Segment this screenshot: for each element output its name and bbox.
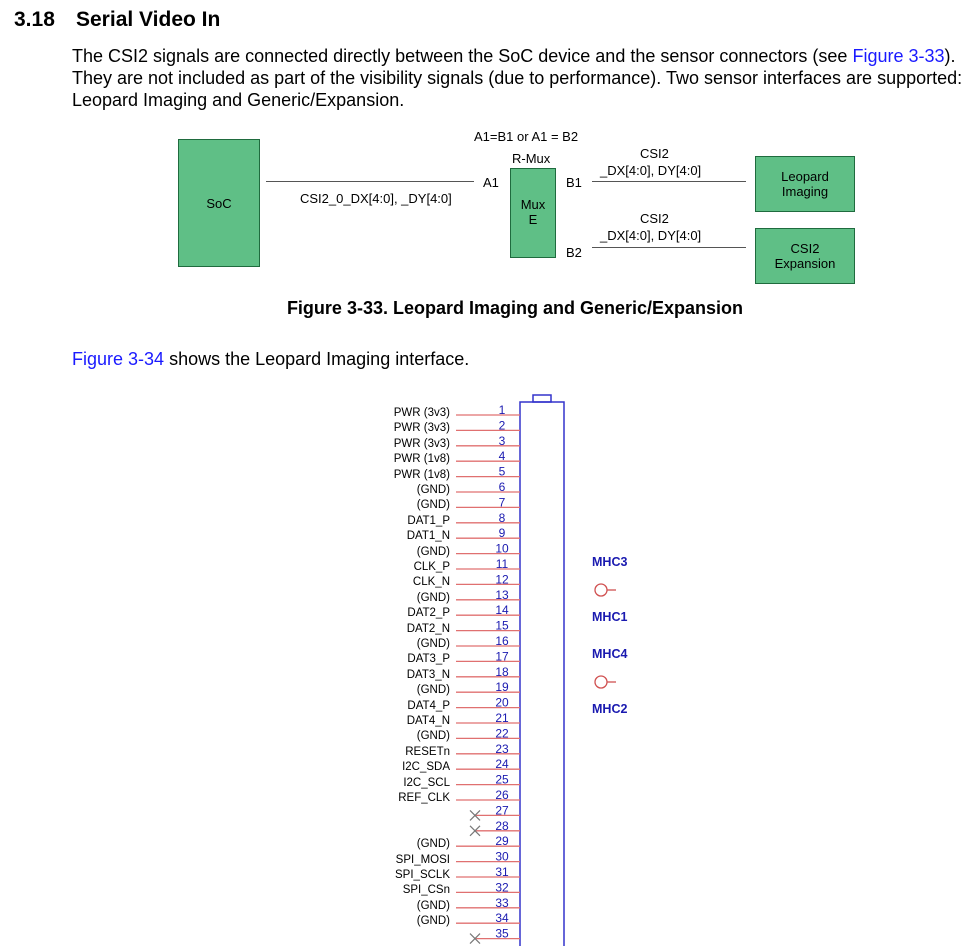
pin-number: 5 xyxy=(498,464,506,479)
pin-number: 32 xyxy=(495,880,509,895)
bus-label: CSI2_0_DX[4:0], _DY[4:0] xyxy=(300,191,452,206)
pin-number: 27 xyxy=(495,803,509,818)
pin-number: 2 xyxy=(498,418,506,433)
pin-number: 23 xyxy=(495,741,509,756)
pin-label: DAT3_P xyxy=(407,653,450,666)
pin-number: 7 xyxy=(498,495,506,510)
pin-label: PWR (1v8) xyxy=(393,468,450,481)
connector-body xyxy=(520,402,564,946)
pin-label: DAT2_N xyxy=(406,622,450,635)
pin-number: 15 xyxy=(495,618,509,633)
pin-number: 4 xyxy=(498,449,506,464)
pin-label: PWR (1v8) xyxy=(393,453,450,466)
pin-number: 11 xyxy=(495,557,509,571)
pin-label: CLK_N xyxy=(412,576,450,589)
pin-number: 9 xyxy=(498,526,506,541)
mhc2-label: MHC2 xyxy=(592,702,628,716)
intro-paragraph xyxy=(72,45,967,111)
csi2-bottom-signals: _DX[4:0], DY[4:0] xyxy=(600,228,702,243)
section-heading xyxy=(14,8,220,32)
pin-number: 25 xyxy=(495,772,509,787)
pin-label: (GND) xyxy=(416,684,450,697)
pin-label: (GND) xyxy=(416,591,450,604)
pin-number: 8 xyxy=(498,510,506,525)
connector-tab xyxy=(533,395,551,402)
pin-number: 18 xyxy=(495,664,509,679)
pin-label: SPI_MOSI xyxy=(395,853,450,866)
leopard-imaging-box: Leopard Imaging xyxy=(755,156,855,212)
pin-label: CLK_P xyxy=(413,561,450,573)
pin-number: 34 xyxy=(495,911,509,926)
pin-label: RESETn xyxy=(405,745,450,758)
a1-label: A1 xyxy=(483,175,499,190)
pin-label: DAT3_N xyxy=(406,668,450,681)
pin-number: 35 xyxy=(495,926,509,941)
b1-label: B1 xyxy=(566,175,582,190)
pin-label: DAT4_P xyxy=(407,699,450,712)
csi2-top-signals: _DX[4:0], DY[4:0] xyxy=(600,163,702,178)
pin-label: (GND) xyxy=(416,484,450,496)
pin-label: (GND) xyxy=(416,730,450,743)
rmux-label: R-Mux xyxy=(512,151,551,166)
pin-label: DAT4_N xyxy=(406,715,450,727)
pin-number: 13 xyxy=(495,587,509,602)
figure-3-33-caption: Figure 3-33. Leopard Imaging and Generic/Expansion xyxy=(286,298,744,318)
mhc3-label: MHC3 xyxy=(592,555,628,569)
pin-number: 1 xyxy=(498,403,506,417)
pin-label: DAT1_P xyxy=(407,514,450,527)
pin-number: 3 xyxy=(498,433,506,448)
pin-label: REF_CLK xyxy=(398,792,450,804)
pin-label: I2C_SCL xyxy=(403,776,450,789)
pin-number: 28 xyxy=(495,818,509,833)
pin-label: (GND) xyxy=(416,899,450,912)
pin-number: 10 xyxy=(495,541,509,556)
mhc4-label: MHC4 xyxy=(592,647,628,661)
pin-label: (GND) xyxy=(416,638,450,650)
csi2-bottom-label: CSI2 xyxy=(640,211,669,226)
pin-label: (GND) xyxy=(416,915,450,928)
pin-number: 33 xyxy=(495,895,509,910)
mhc1-label: MHC1 xyxy=(592,610,628,624)
pin-number: 21 xyxy=(495,711,509,725)
mux-condition-label: A1=B1 or A1 = B2 xyxy=(474,129,579,144)
pin-label: DAT1_N xyxy=(406,530,450,543)
figure-3-33-link[interactable]: Figure 3-33 xyxy=(852,46,945,66)
pin-number: 31 xyxy=(495,865,509,879)
pin-label: DAT2_P xyxy=(407,607,450,620)
pin-number: 22 xyxy=(495,726,509,741)
pin-label: PWR (3v3) xyxy=(393,437,450,450)
pin-label: (GND) xyxy=(416,545,450,558)
section-number: 3.18 xyxy=(14,8,55,31)
pin-number: 17 xyxy=(495,649,509,664)
pin-number: 12 xyxy=(495,572,509,587)
pin-number: 24 xyxy=(495,757,509,772)
figure-3-33 xyxy=(0,125,974,290)
pin-label: (GND) xyxy=(416,499,450,512)
paragraph-2 xyxy=(72,349,469,370)
pin-number: 26 xyxy=(495,788,509,802)
pin-label: SPI_CSn xyxy=(402,884,450,897)
b2-line xyxy=(592,247,746,248)
pin-label: PWR (3v3) xyxy=(393,422,450,435)
paragraph-2-text: shows the Leopard Imaging interface. xyxy=(164,349,470,369)
intro-text-1: The CSI2 signals are connected directly between the SoC device and the sensor connectors (see xyxy=(72,46,853,66)
pin-number: 19 xyxy=(495,680,509,695)
soc-box: SoC xyxy=(178,139,260,267)
b1-line xyxy=(592,181,746,182)
pin-number: 20 xyxy=(495,695,509,710)
leopard-imaging-connector xyxy=(380,390,680,946)
mounting-hole-icon xyxy=(595,584,607,596)
csi2-expansion-box: CSI2 Expansion xyxy=(755,228,855,284)
section-title: Serial Video In xyxy=(76,8,221,31)
mux-box: Mux E xyxy=(510,168,556,258)
pin-label: I2C_SDA xyxy=(402,761,450,774)
intro-text-2: ). They are not included as part of the visibility signals (due to performance). Two sensor interfaces are supported: Leopard Imaging and Generic/Expansion. xyxy=(72,46,963,110)
pin-label: SPI_SCLK xyxy=(395,869,450,881)
pin-number: 29 xyxy=(495,834,509,849)
mounting-hole-icon xyxy=(595,676,607,688)
pin-number: 6 xyxy=(498,480,506,494)
pin-number: 16 xyxy=(495,634,509,648)
pin-number: 14 xyxy=(495,603,509,618)
pin-label: (GND) xyxy=(416,838,450,851)
csi2-top-label: CSI2 xyxy=(640,146,669,161)
b2-label: B2 xyxy=(566,245,582,260)
pin-label: PWR (3v3) xyxy=(393,407,450,419)
pin-number: 30 xyxy=(495,849,509,864)
bus-line xyxy=(266,181,474,182)
figure-3-34-link[interactable]: Figure 3-34 xyxy=(72,349,165,369)
